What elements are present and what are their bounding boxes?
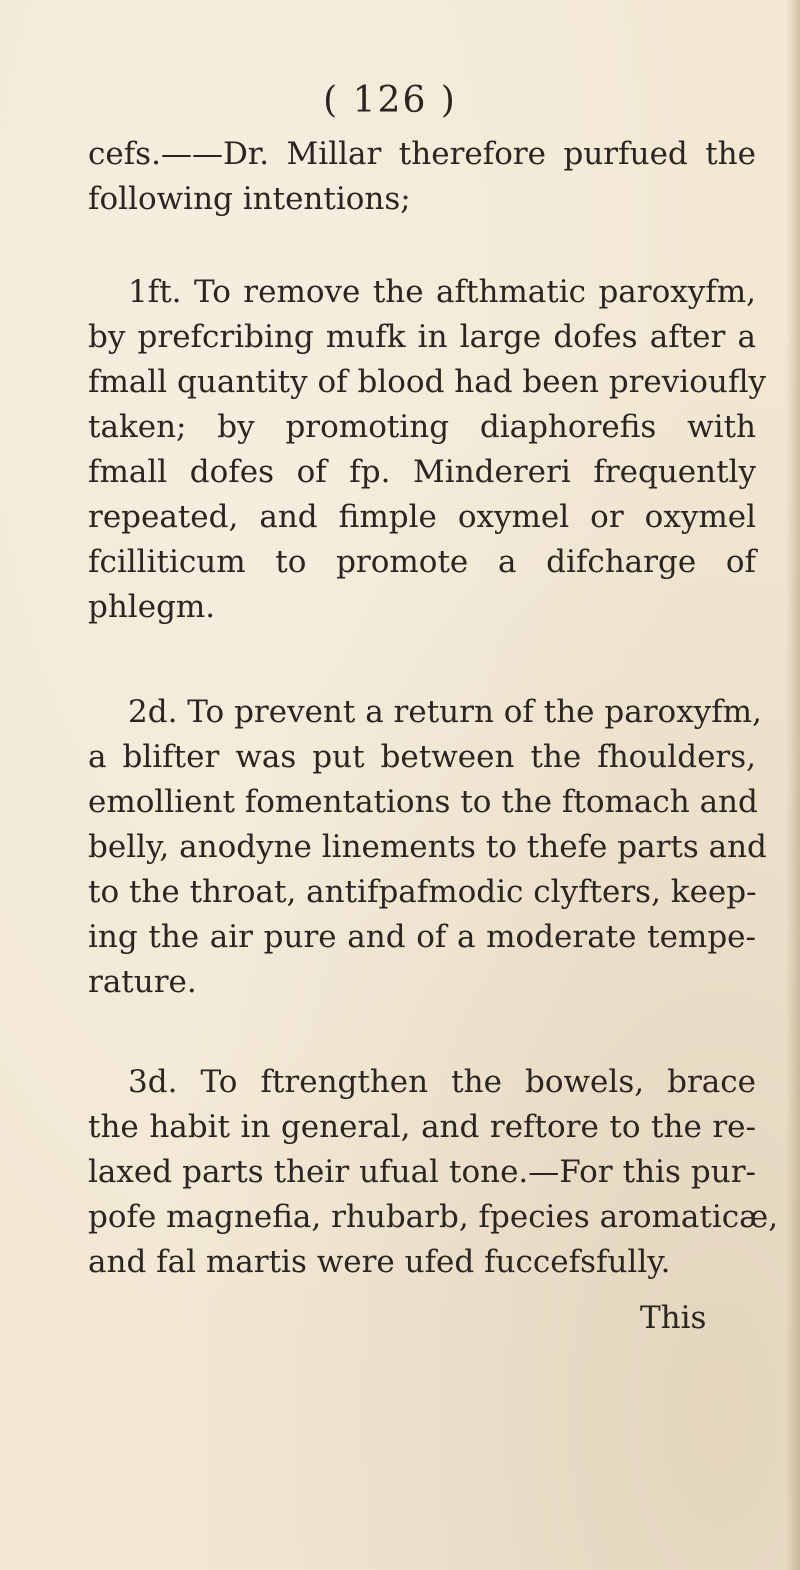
text-line: pofe magnefia, rhubarb, fpecies aromaticæ,	[88, 1199, 779, 1235]
paragraph-first-intention	[88, 270, 767, 630]
text-line: fcilliticum to promote a difcharge of	[88, 544, 756, 580]
text-line: laxed parts their ufual tone.—For this pur-	[88, 1154, 756, 1190]
text-line: fmall dofes of fp. Mindereri frequently	[88, 454, 756, 490]
paragraph-continuation	[88, 132, 756, 222]
text-line: emollient fomentations to the ftomach and	[88, 784, 758, 820]
paragraph-second-intention	[88, 690, 767, 1005]
text-line: belly, anodyne linements to thefe parts and	[88, 829, 767, 865]
text-line: by prefcribing mufk in large dofes after a	[88, 319, 756, 355]
text-line: and fal martis were ufed fuccefsfully.	[88, 1244, 671, 1280]
text-line: rature.	[88, 964, 197, 1000]
text-line: 2d. To prevent a return of the paroxyfm,	[128, 694, 762, 730]
paragraph-third-intention	[88, 1060, 779, 1285]
text-line: cefs.——Dr. Millar therefore purfued the	[88, 136, 756, 172]
text-line: the habit in general, and reftore to the re-	[88, 1109, 756, 1145]
text-line: fmall quantity of blood had been previoufly	[88, 364, 767, 400]
text-line: to the throat, antifpafmodic clyfters, keep-	[88, 874, 757, 910]
text-line: following intentions;	[88, 181, 411, 217]
text-line: 3d. To ftrengthen the bowels, brace	[128, 1064, 756, 1100]
catchword: This	[640, 1300, 707, 1336]
text-line: 1ft. To remove the afthmatic paroxyfm,	[128, 274, 756, 310]
text-line: ing the air pure and of a moderate tempe-	[88, 919, 756, 955]
text-line: taken; by promoting diaphorefis with	[88, 409, 756, 445]
page-edge-shadow	[786, 0, 800, 1570]
text-line: repeated, and fimple oxymel or oxymel	[88, 499, 756, 535]
page-number: ( 126 )	[323, 80, 457, 121]
text-line: a blifter was put between the fhoulders,	[88, 739, 756, 775]
text-line: phlegm.	[88, 589, 216, 625]
